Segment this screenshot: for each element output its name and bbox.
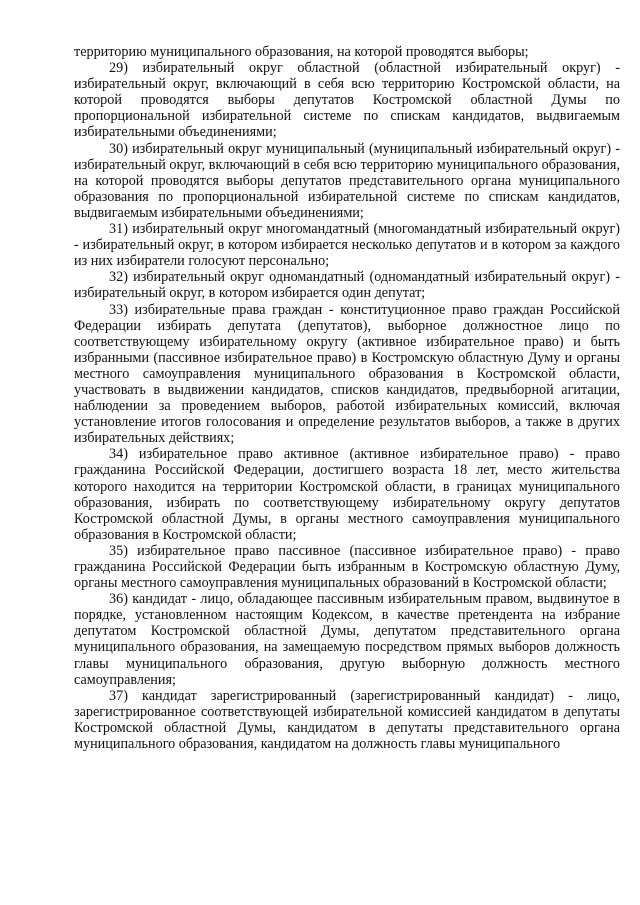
document-body [74, 44, 620, 752]
definition-item-37: 37) кандидат зарегистрированный (зарегистрированный кандидат) - лицо, зарегистрированное соответствующей избирательной комиссией кандидатом в депутаты Костромской областной Думы, кандидатом в депутаты представительного органа муниципального образования, кандидатом на должность главы муниципального [74, 687, 620, 753]
definition-item-30: 30) избирательный округ муниципальный (муниципальный избирательный округ) - избирательный округ, включающий в себя всю территорию муниципального образования, на которой проводятся выборы депутатов представительного органа муниципального образования по пропорциональной избирательной системе по спискам кандидатов, выдвигаемым избирательными объединениями; [74, 140, 620, 221]
paragraph-continuation: территорию муниципального образования, на которой проводятся выборы; [74, 44, 529, 60]
definition-item-36: 36) кандидат - лицо, обладающее пассивным избирательным правом, выдвинутое в порядке, установленном настоящим Кодексом, в качестве претендента на избрание депутатом Костромской областной Думы, депутатом представительного органа муниципального образования, на замещаемую посредством прямых выборов должность главы муниципального образования, другую выборную должность местного самоуправления; [74, 591, 620, 688]
definition-item-29: 29) избирательный округ областной (областной избирательный округ) - избирательный округ, включающий в себя всю территорию Костромской области, на которой проводятся выборы депутатов Костромской областной Думы по пропорциональной избирательной системе по спискам кандидатов, выдвигаемым избирательными объединениями; [74, 60, 620, 141]
definition-item-35: 35) избирательное право пассивное (пассивное избирательное право) - право гражданина Российской Федерации быть избранным в Костромскую областную Думу, органы местного самоуправления муниципальных образований в Костромской области; [74, 542, 620, 592]
definition-item-32: 32) избирательный округ одномандатный (одномандатный избирательный округ) - избирательный округ, в котором избирается один депутат; [74, 269, 620, 302]
definition-item-34: 34) избирательное право активное (активное избирательное право) - право гражданина Российской Федерации, достигшего возраста 18 лет, место жительства которого находится на территории Костромской области, в границах муниципального образования, избирать по соответствующему избирательному округу депутатов Костромской областной Думы, в органы местного самоуправления муниципального образования в Костромской области; [74, 446, 620, 543]
definition-item-31: 31) избирательный округ многомандатный (многомандатный избирательный округ) - избирательный округ, в котором избирается несколько депутатов и в котором за каждого из них избиратели голосуют персонально; [74, 221, 620, 270]
definition-item-33: 33) избирательные права граждан - конституционное право граждан Российской Федерации избирать депутата (депутатов), выборное должностное лицо по соответствующему избирательному округу (активное избирательное право) и быть избранными (пассивное избирательное право) в Костромскую областную Думу и органы местного самоуправления муниципального образования в Костромской области, участвовать в выдвижении кандидатов, списков кандидатов, предвыборной агитации, наблюдении за проведением выборов, работой избирательных комиссий, включая установление итогов голосования и определение результатов выборов, а также в других избирательных действиях; [74, 301, 620, 447]
